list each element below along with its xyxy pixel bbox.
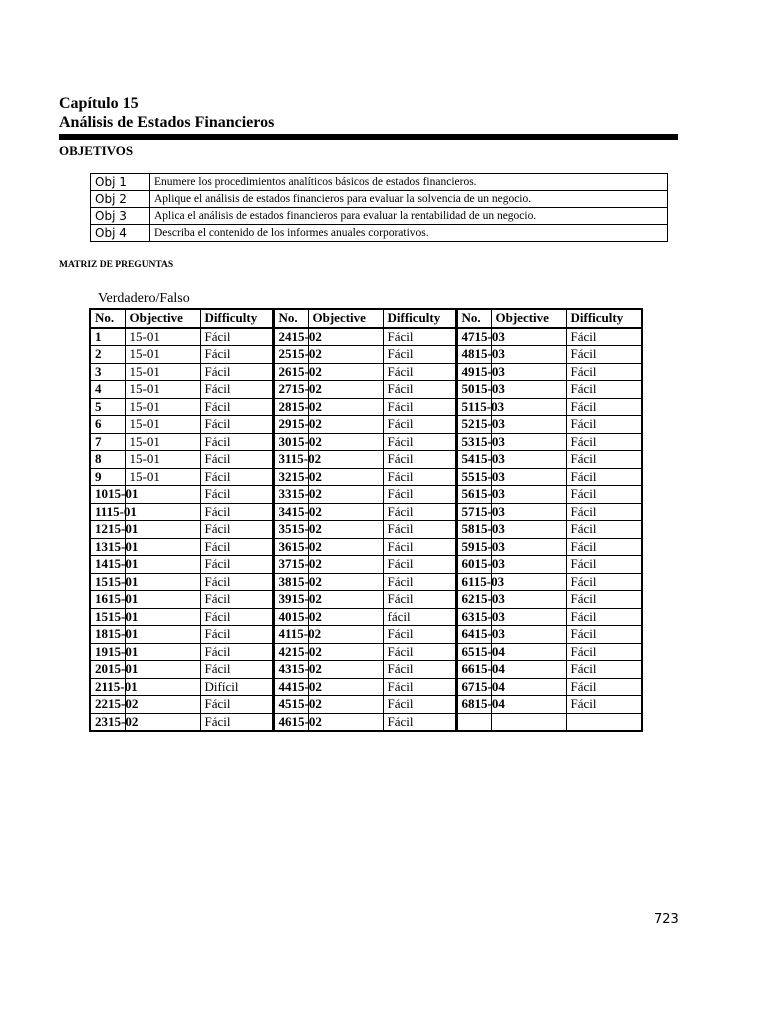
question-number: 5615-03 <box>456 486 491 504</box>
objective-row <box>91 208 668 225</box>
question-number: 4315-02 <box>273 661 308 679</box>
question-number: 2 <box>90 346 125 364</box>
difficulty-cell: Fácil <box>566 556 642 574</box>
difficulty-cell: Fácil <box>383 381 456 399</box>
difficulty-cell: Fácil <box>566 468 642 486</box>
heading-divider <box>59 134 678 140</box>
difficulty-cell: Fácil <box>383 468 456 486</box>
page-number: 723 <box>654 912 679 927</box>
difficulty-cell: Fácil <box>566 591 642 609</box>
objective-description: Enumere los procedimientos analíticos básicos de estados financieros. <box>150 174 668 191</box>
difficulty-cell: Fácil <box>383 486 456 504</box>
table-row <box>90 328 642 346</box>
question-number: 3815-02 <box>273 573 308 591</box>
difficulty-cell: Fácil <box>200 626 273 644</box>
difficulty-cell: Fácil <box>566 381 642 399</box>
question-number: 2715-02 <box>273 381 308 399</box>
difficulty-cell: Fácil <box>566 363 642 381</box>
objective-description: Aplique el análisis de estados financieros para evaluar la solvencia de un negocio. <box>150 191 668 208</box>
difficulty-cell: Fácil <box>383 643 456 661</box>
question-number: 1015-01 <box>90 486 125 504</box>
difficulty-cell: Fácil <box>200 416 273 434</box>
question-number: 1 <box>90 328 125 346</box>
question-number: 5115-03 <box>456 398 491 416</box>
table-row <box>90 451 642 469</box>
table-row <box>90 573 642 591</box>
objective-id: Obj 4 <box>91 225 150 242</box>
objective-cell: 15-01 <box>125 416 200 434</box>
difficulty-cell: Fácil <box>566 661 642 679</box>
difficulty-cell: Fácil <box>200 591 273 609</box>
column-header: Objective <box>491 309 566 328</box>
objectives-table <box>90 173 668 242</box>
difficulty-cell: Fácil <box>383 538 456 556</box>
table-row <box>90 416 642 434</box>
column-header: No. <box>90 309 125 328</box>
table-row <box>90 591 642 609</box>
difficulty-cell: Fácil <box>566 521 642 539</box>
difficulty-cell: Fácil <box>566 538 642 556</box>
table-row <box>90 468 642 486</box>
table-row <box>90 363 642 381</box>
objective-id: Obj 3 <box>91 208 150 225</box>
question-number: 1515-01 <box>90 608 125 626</box>
question-number: 5315-03 <box>456 433 491 451</box>
objective-row <box>91 174 668 191</box>
table-row <box>90 696 642 714</box>
difficulty-cell: Fácil <box>200 468 273 486</box>
column-header: No. <box>456 309 491 328</box>
objective-id: Obj 1 <box>91 174 150 191</box>
question-number: 6115-03 <box>456 573 491 591</box>
difficulty-cell: Fácil <box>566 328 642 346</box>
table-row <box>90 381 642 399</box>
objective-description: Aplica el análisis de estados financieros para evaluar la rentabilidad de un negocio. <box>150 208 668 225</box>
difficulty-cell: Fácil <box>200 503 273 521</box>
objective-id: Obj 2 <box>91 191 150 208</box>
question-number: 6015-03 <box>456 556 491 574</box>
question-number: 3715-02 <box>273 556 308 574</box>
question-number: 3515-02 <box>273 521 308 539</box>
difficulty-cell: Fácil <box>566 398 642 416</box>
matrix-header-row <box>90 309 642 328</box>
difficulty-cell: Fácil <box>566 451 642 469</box>
question-number: 2515-02 <box>273 346 308 364</box>
difficulty-cell: Fácil <box>383 556 456 574</box>
difficulty-cell: Fácil <box>383 713 456 731</box>
difficulty-cell: Fácil <box>566 626 642 644</box>
objectives-heading: OBJETIVOS <box>59 143 134 158</box>
difficulty-cell: Fácil <box>200 328 273 346</box>
column-header: Objective <box>308 309 383 328</box>
difficulty-cell: Fácil <box>383 521 456 539</box>
difficulty-cell: Fácil <box>200 451 273 469</box>
difficulty-cell: Fácil <box>200 521 273 539</box>
difficulty-cell: Fácil <box>383 626 456 644</box>
difficulty-cell: Fácil <box>200 556 273 574</box>
difficulty-cell: Fácil <box>383 346 456 364</box>
difficulty-cell: Fácil <box>383 416 456 434</box>
difficulty-cell: Fácil <box>566 346 642 364</box>
objective-description: Describa el contenido de los informes anuales corporativos. <box>150 225 668 242</box>
table-row <box>90 556 642 574</box>
question-number: 1315-01 <box>90 538 125 556</box>
difficulty-cell: Fácil <box>383 696 456 714</box>
objective-cell: 15-01 <box>125 398 200 416</box>
difficulty-cell: Fácil <box>566 696 642 714</box>
question-number: 2915-02 <box>273 416 308 434</box>
question-number: 3415-02 <box>273 503 308 521</box>
question-number <box>456 713 491 731</box>
difficulty-cell: Fácil <box>200 346 273 364</box>
difficulty-cell: Fácil <box>566 416 642 434</box>
table-row <box>90 346 642 364</box>
question-number: 5 <box>90 398 125 416</box>
true-false-label: Verdadero/Falso <box>98 291 190 306</box>
difficulty-cell: Fácil <box>200 398 273 416</box>
difficulty-cell: fácil <box>383 608 456 626</box>
question-number: 2115-01 <box>90 678 125 696</box>
objective-cell: 15-01 <box>125 381 200 399</box>
difficulty-cell: Fácil <box>383 678 456 696</box>
question-number: 4915-03 <box>456 363 491 381</box>
question-number: 5715-03 <box>456 503 491 521</box>
table-row <box>90 433 642 451</box>
objective-cell: 15-01 <box>125 451 200 469</box>
table-row <box>90 608 642 626</box>
question-number: 9 <box>90 468 125 486</box>
question-number: 4215-02 <box>273 643 308 661</box>
difficulty-cell: Fácil <box>566 503 642 521</box>
question-number: 5515-03 <box>456 468 491 486</box>
question-number: 4815-03 <box>456 346 491 364</box>
question-number: 8 <box>90 451 125 469</box>
difficulty-cell: Fácil <box>200 486 273 504</box>
objective-cell: 15-01 <box>125 468 200 486</box>
difficulty-cell: Fácil <box>566 573 642 591</box>
question-number: 3 <box>90 363 125 381</box>
difficulty-cell: Fácil <box>566 433 642 451</box>
question-number: 1915-01 <box>90 643 125 661</box>
table-row <box>90 678 642 696</box>
question-number: 4115-02 <box>273 626 308 644</box>
difficulty-cell <box>566 713 642 731</box>
question-number: 2315-02 <box>90 713 125 731</box>
difficulty-cell: Fácil <box>383 591 456 609</box>
question-number: 1215-01 <box>90 521 125 539</box>
question-number: 6515-04 <box>456 643 491 661</box>
question-number: 1615-01 <box>90 591 125 609</box>
difficulty-cell: Fácil <box>566 678 642 696</box>
question-number: 4515-02 <box>273 696 308 714</box>
difficulty-cell: Fácil <box>566 608 642 626</box>
question-number: 6 <box>90 416 125 434</box>
question-number: 6715-04 <box>456 678 491 696</box>
objective-row <box>91 225 668 242</box>
column-header: Objective <box>125 309 200 328</box>
matrix-title: MATRIZ DE PREGUNTAS <box>59 260 174 270</box>
question-matrix-table <box>89 308 643 732</box>
difficulty-cell: Fácil <box>200 696 273 714</box>
difficulty-cell: Fácil <box>200 433 273 451</box>
question-number: 2415-02 <box>273 328 308 346</box>
table-row <box>90 626 642 644</box>
difficulty-cell: Fácil <box>200 381 273 399</box>
question-number: 4715-03 <box>456 328 491 346</box>
objective-cell <box>491 713 566 731</box>
question-number: 1515-01 <box>90 573 125 591</box>
question-number: 5415-03 <box>456 451 491 469</box>
difficulty-cell: Difícil <box>200 678 273 696</box>
column-header: No. <box>273 309 308 328</box>
question-number: 4415-02 <box>273 678 308 696</box>
difficulty-cell: Fácil <box>383 451 456 469</box>
table-row <box>90 661 642 679</box>
difficulty-cell: Fácil <box>383 363 456 381</box>
question-number: 5815-03 <box>456 521 491 539</box>
difficulty-cell: Fácil <box>566 486 642 504</box>
difficulty-cell: Fácil <box>383 661 456 679</box>
table-row <box>90 538 642 556</box>
objective-cell: 15-01 <box>125 433 200 451</box>
column-header: Difficulty <box>200 309 273 328</box>
question-number: 3315-02 <box>273 486 308 504</box>
question-number: 6615-04 <box>456 661 491 679</box>
difficulty-cell: Fácil <box>383 328 456 346</box>
question-number: 3115-02 <box>273 451 308 469</box>
question-number: 1115-01 <box>90 503 125 521</box>
question-number: 1815-01 <box>90 626 125 644</box>
objective-cell: 15-01 <box>125 328 200 346</box>
question-number: 6315-03 <box>456 608 491 626</box>
difficulty-cell: Fácil <box>200 538 273 556</box>
question-number: 2015-01 <box>90 661 125 679</box>
table-row <box>90 486 642 504</box>
difficulty-cell: Fácil <box>200 643 273 661</box>
difficulty-cell: Fácil <box>200 608 273 626</box>
objective-row <box>91 191 668 208</box>
question-number: 6815-04 <box>456 696 491 714</box>
question-number: 3915-02 <box>273 591 308 609</box>
difficulty-cell: Fácil <box>200 713 273 731</box>
question-number: 1415-01 <box>90 556 125 574</box>
difficulty-cell: Fácil <box>200 573 273 591</box>
question-number: 5915-03 <box>456 538 491 556</box>
difficulty-cell: Fácil <box>566 643 642 661</box>
table-row <box>90 398 642 416</box>
table-row <box>90 643 642 661</box>
difficulty-cell: Fácil <box>200 661 273 679</box>
column-header: Difficulty <box>383 309 456 328</box>
question-number: 4015-02 <box>273 608 308 626</box>
question-number: 4615-02 <box>273 713 308 731</box>
difficulty-cell: Fácil <box>383 398 456 416</box>
question-number: 7 <box>90 433 125 451</box>
table-row <box>90 713 642 731</box>
objective-cell: 15-01 <box>125 346 200 364</box>
question-number: 5015-03 <box>456 381 491 399</box>
question-number: 5215-03 <box>456 416 491 434</box>
chapter-title: Capítulo 15 <box>59 95 139 112</box>
question-number: 6215-03 <box>456 591 491 609</box>
column-header: Difficulty <box>566 309 642 328</box>
table-row <box>90 521 642 539</box>
question-number: 4 <box>90 381 125 399</box>
question-number: 3215-02 <box>273 468 308 486</box>
difficulty-cell: Fácil <box>383 433 456 451</box>
difficulty-cell: Fácil <box>383 573 456 591</box>
question-number: 3615-02 <box>273 538 308 556</box>
chapter-subtitle: Análisis de Estados Financieros <box>59 114 275 131</box>
table-row <box>90 503 642 521</box>
question-number: 2215-02 <box>90 696 125 714</box>
question-number: 2815-02 <box>273 398 308 416</box>
question-number: 6415-03 <box>456 626 491 644</box>
question-number: 3015-02 <box>273 433 308 451</box>
question-number: 2615-02 <box>273 363 308 381</box>
difficulty-cell: Fácil <box>200 363 273 381</box>
objective-cell: 15-01 <box>125 363 200 381</box>
difficulty-cell: Fácil <box>383 503 456 521</box>
